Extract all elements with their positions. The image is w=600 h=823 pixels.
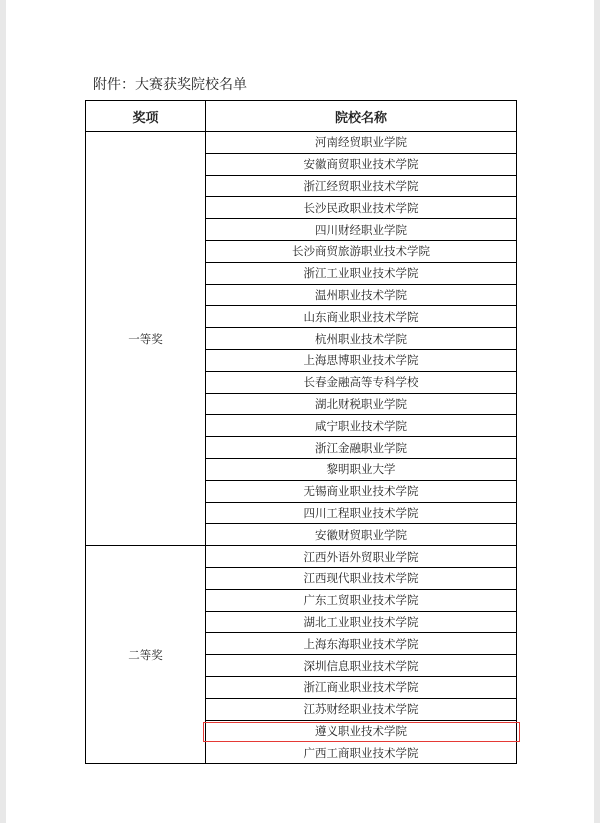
school-name-cell: 浙江商业职业技术学院 — [206, 676, 517, 698]
school-name-cell: 浙江经贸职业技术学院 — [206, 175, 517, 197]
award-table — [85, 100, 517, 764]
school-name-cell: 遵义职业技术学院 — [206, 720, 517, 742]
school-name-cell: 无锡商业职业技术学院 — [206, 480, 517, 502]
school-name-cell: 江西外语外贸职业学院 — [206, 546, 517, 568]
header-award: 奖项 — [86, 101, 206, 132]
school-name-cell: 深圳信息职业技术学院 — [206, 655, 517, 677]
school-name-cell: 上海东海职业技术学院 — [206, 633, 517, 655]
school-name-cell: 浙江金融职业学院 — [206, 437, 517, 459]
table-header-row — [86, 101, 517, 132]
school-name-cell: 长沙民政职业技术学院 — [206, 197, 517, 219]
header-school: 院校名称 — [206, 101, 517, 132]
document-title: 附件：大赛获奖院校名单 — [93, 77, 247, 93]
school-name-cell: 上海思博职业技术学院 — [206, 349, 517, 371]
school-name-cell: 杭州职业技术学院 — [206, 328, 517, 350]
award-level-cell: 二等奖 — [86, 546, 206, 764]
school-name-cell: 咸宁职业技术学院 — [206, 415, 517, 437]
school-name-cell: 山东商业职业技术学院 — [206, 306, 517, 328]
school-name-cell: 江苏财经职业技术学院 — [206, 698, 517, 720]
school-name-cell: 长沙商贸旅游职业技术学院 — [206, 240, 517, 262]
school-name-cell: 四川工程职业技术学院 — [206, 502, 517, 524]
table-row — [86, 132, 517, 154]
school-name-cell: 广西工商职业技术学院 — [206, 742, 517, 764]
highlight-box — [203, 722, 520, 742]
school-name-cell: 安徽商贸职业技术学院 — [206, 153, 517, 175]
award-level-cell: 一等奖 — [86, 132, 206, 546]
school-name-cell: 河南经贸职业学院 — [206, 132, 517, 154]
school-name-cell: 浙江工业职业技术学院 — [206, 262, 517, 284]
school-name-cell: 安徽财贸职业学院 — [206, 524, 517, 546]
school-name-cell: 温州职业技术学院 — [206, 284, 517, 306]
school-name-cell: 湖北工业职业技术学院 — [206, 611, 517, 633]
school-name-cell: 广东工贸职业技术学院 — [206, 589, 517, 611]
school-name-cell: 湖北财税职业学院 — [206, 393, 517, 415]
school-name-cell: 黎明职业大学 — [206, 458, 517, 480]
school-name-cell: 长春金融高等专科学校 — [206, 371, 517, 393]
table-row — [86, 546, 517, 568]
school-name-cell: 四川财经职业学院 — [206, 219, 517, 241]
school-name-cell: 江西现代职业技术学院 — [206, 567, 517, 589]
